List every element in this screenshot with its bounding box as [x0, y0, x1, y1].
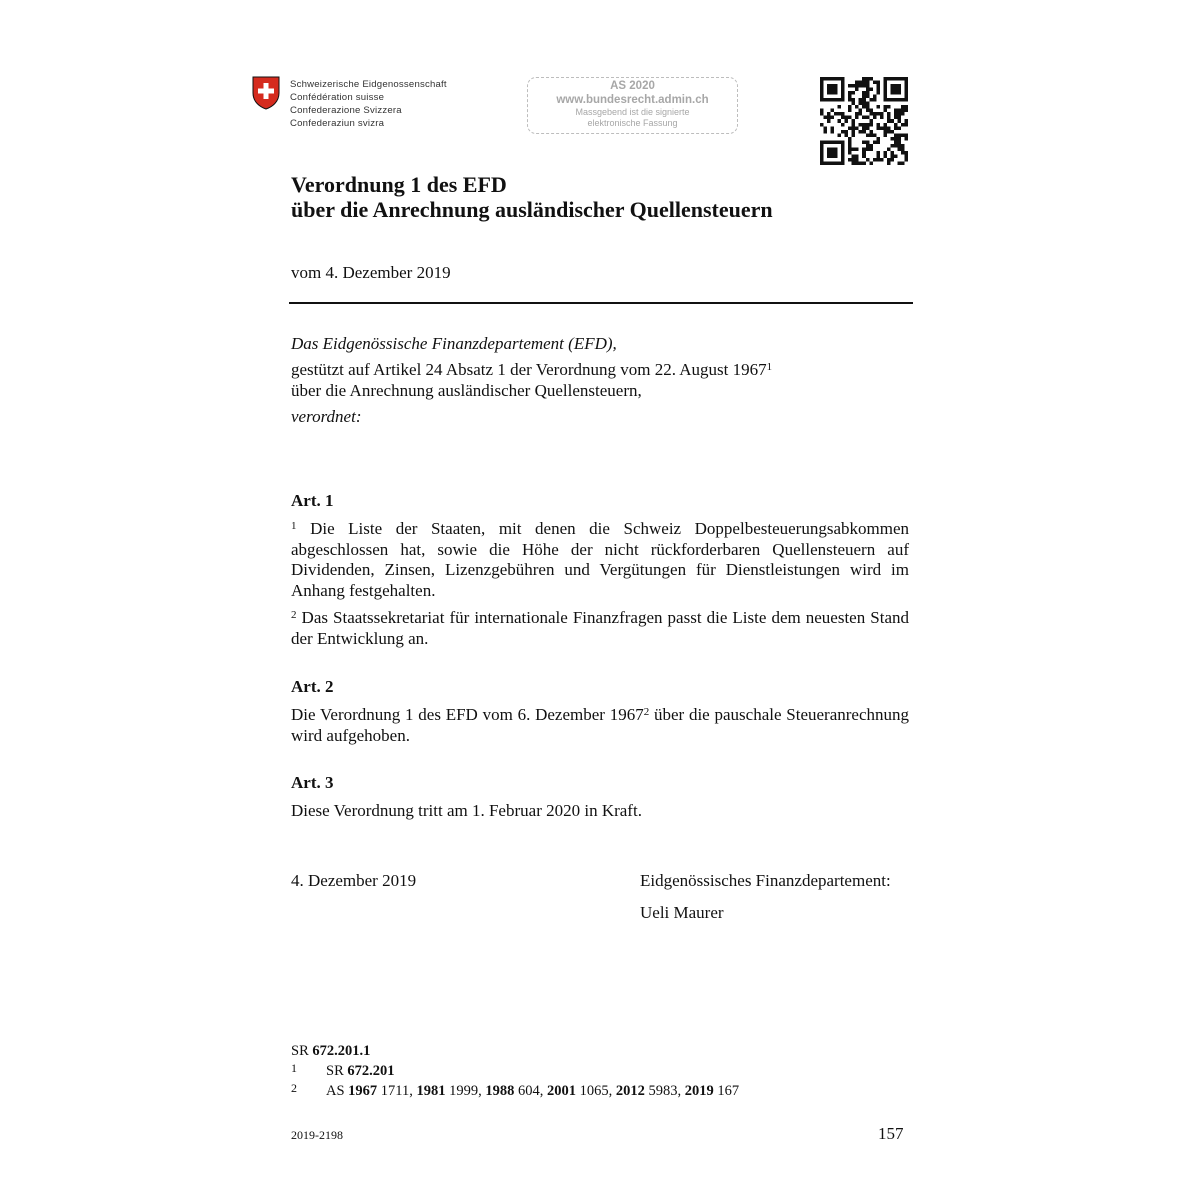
confederation-name-it: Confederazione Svizzera	[290, 105, 402, 116]
article-3-text: Diese Verordnung tritt am 1. Februar 2020 in Kraft.	[291, 801, 642, 820]
footnotes	[291, 1043, 739, 1100]
ordinance-date: vom 4. Dezember 2019	[291, 263, 451, 282]
ordinance-title	[291, 172, 773, 222]
title-line-1: Verordnung 1 des EFD	[291, 172, 507, 197]
preamble-authority: Das Eidgenössische Finanzdepartement (EFD),	[291, 334, 617, 353]
preamble-verordnet: verordnet:	[291, 407, 362, 426]
swiss-coat-of-arms-icon	[251, 76, 281, 110]
signature-name: Ueli Maurer	[640, 903, 724, 922]
footnote-ref-1[interactable]: 1	[766, 361, 773, 373]
paragraph-text: Die Liste der Staaten, mit denen die Schweiz Doppelbesteuerungsabkommen abgeschlossen hat, sowie die Höhe der nicht rückforderbaren Quellensteuern auf Dividenden, Zinsen, Lizenzgebühren und Vergütungen für Dienstleistungen wird im Anhang festgehalten.	[291, 519, 909, 600]
preamble-basis-line-2: über die Anrechnung ausländischer Quellensteuern,	[291, 380, 642, 400]
page-number: 157	[878, 1124, 904, 1143]
footnote-1: 1 SR 672.201	[291, 1061, 395, 1079]
article-2-text-end: über die pauschale Steueranrechnung wird aufgehoben.	[291, 705, 910, 745]
signature-department: Eidgenössisches Finanzdepartement:	[640, 871, 891, 890]
footnote-number: 1	[291, 1061, 297, 1075]
article-1-heading: Art. 1	[291, 491, 334, 510]
article-2-text	[291, 705, 909, 746]
footnote-2: 2 AS 1967 1711, 1981 1999, 1988 604, 2001 1065, 2012 5983, 2019 167	[291, 1081, 740, 1099]
confederation-name-rm: Confederaziun svizra	[290, 118, 385, 129]
stamp-website: www.bundesrecht.admin.ch	[556, 94, 709, 106]
preamble-basis-line-1: gestützt auf Artikel 24 Absatz 1 der Verordnung vom 22. August 1967	[291, 360, 767, 379]
official-publication-stamp	[527, 77, 738, 134]
confederation-names	[290, 78, 447, 130]
article-2-heading: Art. 2	[291, 677, 334, 696]
preamble-legal-basis	[291, 360, 911, 401]
paragraph-number: 2	[291, 609, 297, 621]
document-number: 2019-2198	[291, 1128, 343, 1142]
article-2-text-start: Die Verordnung 1 des EFD vom 6. Dezember 1967	[291, 705, 644, 724]
article-1-paragraph-2	[291, 608, 909, 649]
stamp-note-2: elektronische Fassung	[587, 118, 678, 128]
footnote-ref-2[interactable]: 2	[643, 706, 650, 718]
sr-number: SR 672.201.1	[291, 1043, 371, 1059]
title-line-2: über die Anrechnung ausländischer Quellensteuern	[291, 197, 773, 222]
stamp-note-1: Massgebend ist die signierte	[575, 107, 690, 117]
article-1-paragraph-1	[291, 519, 909, 601]
paragraph-number: 1	[291, 520, 297, 532]
article-3-heading: Art. 3	[291, 773, 334, 792]
footnote-number: 2	[291, 1081, 297, 1095]
confederation-name-fr: Confédération suisse	[290, 92, 385, 103]
title-divider	[289, 302, 913, 304]
signature-date: 4. Dezember 2019	[291, 871, 417, 890]
stamp-as-year: AS 2020	[610, 80, 655, 92]
qr-code-icon	[820, 77, 908, 165]
paragraph-text: Das Staatssekretariat für internationale Finanzfragen passt die Liste dem neuesten Stand der Entwicklung an.	[291, 608, 909, 648]
confederation-name-de: Schweizerische Eidgenossenschaft	[290, 79, 447, 90]
